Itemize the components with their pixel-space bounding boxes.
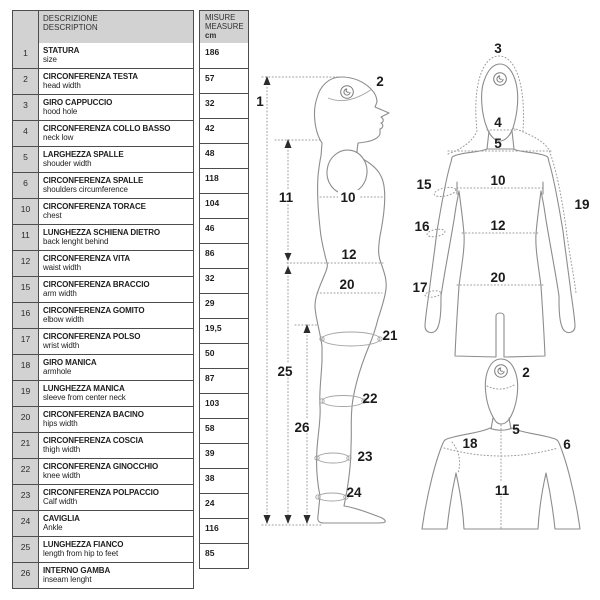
- description-english: size: [43, 55, 57, 64]
- table-row: [13, 198, 193, 224]
- row-description: [39, 303, 193, 328]
- row-number: 17: [13, 329, 39, 354]
- description-italian: CIRCONFERENZA TESTA: [43, 72, 138, 81]
- measure-header-cell: [200, 11, 248, 43]
- table-row: [13, 120, 193, 146]
- figure-label-16: 16: [414, 219, 430, 234]
- row-number: 22: [13, 459, 39, 484]
- figure-label-21: 21: [382, 328, 398, 343]
- measure-value: 50: [200, 343, 248, 368]
- row-description: [39, 121, 193, 146]
- figure-label-24: 24: [346, 485, 362, 500]
- measure-value: 29: [200, 293, 248, 318]
- measure-value: 58: [200, 418, 248, 443]
- description-english: chest: [43, 211, 62, 220]
- figure-label-10: 10: [340, 190, 356, 205]
- description-english: Ankle: [43, 523, 63, 532]
- measure-value: 24: [200, 493, 248, 518]
- figure-label-20: 20: [339, 277, 355, 292]
- figure-label-15: 15: [416, 177, 432, 192]
- description-english: length from hip to feet: [43, 549, 119, 558]
- figure-label-22: 22: [362, 391, 378, 406]
- description-english: sleeve from center neck: [43, 393, 126, 402]
- side-view-figure: [256, 74, 398, 525]
- row-number: 25: [13, 537, 39, 562]
- row-number: 1: [13, 43, 39, 68]
- description-italian: CAVIGLIA: [43, 514, 80, 523]
- measure-value: 19,5: [200, 318, 248, 343]
- description-english: head width: [43, 81, 81, 90]
- row-number: 21: [13, 433, 39, 458]
- description-english: arm width: [43, 289, 77, 298]
- row-description: [39, 95, 193, 120]
- description-italian: CIRCONFERENZA COSCIA: [43, 436, 144, 445]
- measurement-table: [12, 10, 194, 589]
- figure-label-23: 23: [357, 449, 373, 464]
- row-number: 24: [13, 511, 39, 536]
- neck-right-line: [509, 418, 511, 429]
- measure-value: 48: [200, 143, 248, 168]
- description-italian: CIRCONFERENZA TORACE: [43, 202, 146, 211]
- description-english: hood hole: [43, 107, 78, 116]
- figure-label-19: 19: [574, 197, 590, 212]
- figure-label-18: 18: [462, 436, 478, 451]
- description-italian: CIRCONFERENZA GINOCCHIO: [43, 462, 159, 471]
- figure-label-11: 11: [278, 190, 294, 205]
- header-measure: MEASURE: [205, 21, 244, 31]
- description-english: back lenght behind: [43, 237, 109, 246]
- row-number: 26: [13, 563, 39, 588]
- row-number: 11: [13, 225, 39, 250]
- measure-value: 38: [200, 468, 248, 493]
- back-head-outline: [485, 359, 517, 424]
- header-description: DESCRIPTION: [43, 23, 98, 32]
- figure-label-3: 3: [494, 41, 502, 56]
- description-italian: CIRCONFERENZA SPALLE: [43, 176, 144, 185]
- figure-label-5: 5: [494, 136, 502, 151]
- description-italian: STATURA: [43, 46, 80, 55]
- header-description-cell: [39, 11, 193, 43]
- row-description: [39, 433, 193, 458]
- description-italian: CIRCONFERENZA VITA: [43, 254, 131, 263]
- row-description: [39, 485, 193, 510]
- figure-label-2: 2: [376, 74, 384, 89]
- arrow-up-icon: [285, 266, 292, 274]
- table-row: [13, 224, 193, 250]
- row-number: 4: [13, 121, 39, 146]
- description-italian: LARGHEZZA SPALLE: [43, 150, 124, 159]
- row-description: [39, 199, 193, 224]
- figure-label-4: 4: [494, 115, 502, 130]
- row-description: [39, 511, 193, 536]
- neck-left-line: [487, 131, 489, 149]
- table-row: [13, 68, 193, 94]
- table-row: [13, 354, 193, 380]
- description-italian: CIRCONFERENZA POLPACCIO: [43, 488, 159, 497]
- header-unit-cm: cm: [205, 30, 217, 40]
- measure-value: 57: [200, 68, 248, 93]
- table-row: [13, 146, 193, 172]
- row-number: 20: [13, 407, 39, 432]
- neck-right-line: [512, 131, 514, 149]
- measure-value: 87: [200, 368, 248, 393]
- figure-label-12: 12: [490, 218, 506, 233]
- figure-label-17: 17: [412, 280, 428, 295]
- row-description: [39, 381, 193, 406]
- measure-value: 118: [200, 168, 248, 193]
- front-view-figure: [412, 41, 592, 357]
- table-row: [13, 250, 193, 276]
- row-description: [39, 43, 193, 68]
- table-row: [13, 94, 193, 120]
- row-number: 2: [13, 69, 39, 94]
- row-number: 18: [13, 355, 39, 380]
- row-number: 19: [13, 381, 39, 406]
- figure-label-5: 5: [512, 422, 520, 437]
- figure-label-25: 25: [277, 364, 293, 379]
- figure-label-26: 26: [294, 420, 310, 435]
- description-english: hips width: [43, 419, 78, 428]
- description-italian: GIRO MANICA: [43, 358, 97, 367]
- table-row: [13, 380, 193, 406]
- row-number: 10: [13, 199, 39, 224]
- measure-value: 186: [205, 47, 220, 57]
- figure-label-12: 12: [341, 247, 357, 262]
- description-italian: LUNGHEZZA FIANCO: [43, 540, 124, 549]
- row-description: [39, 355, 193, 380]
- table-row: [13, 484, 193, 510]
- row-number: 15: [13, 277, 39, 302]
- description-english: wrist width: [43, 341, 80, 350]
- row-description: [39, 277, 193, 302]
- figure-label-2: 2: [522, 365, 530, 380]
- description-english: waist width: [43, 263, 82, 272]
- measure-value: 42: [200, 118, 248, 143]
- row-number: 3: [13, 95, 39, 120]
- description-english: shouder width: [43, 159, 92, 168]
- row-number: 16: [13, 303, 39, 328]
- neck-left-line: [491, 418, 493, 429]
- row-number: 23: [13, 485, 39, 510]
- arrow-down-icon: [285, 515, 292, 524]
- header-number-cell: [13, 11, 39, 43]
- table-row: [13, 328, 193, 354]
- row-description: [39, 407, 193, 432]
- measure-value: 104: [200, 193, 248, 218]
- row-description: [39, 69, 193, 94]
- table-header-row: [13, 11, 193, 43]
- row-number: 5: [13, 147, 39, 172]
- description-italian: CIRCONFERENZA BRACCIO: [43, 280, 150, 289]
- figure-label-1: 1: [256, 94, 264, 109]
- body-diagrams: [250, 0, 600, 600]
- description-english: thigh width: [43, 445, 81, 454]
- figure-label-11: 11: [494, 483, 510, 498]
- table-row: [13, 43, 193, 68]
- row-description: [39, 251, 193, 276]
- description-italian: GIRO CAPPUCCIO: [43, 98, 113, 107]
- row-description: [39, 225, 193, 250]
- measure-value: 103: [200, 393, 248, 418]
- header-descrizione: DESCRIZIONE: [43, 14, 98, 23]
- description-italian: CIRCONFERENZA POLSO: [43, 332, 141, 341]
- table-row: [13, 406, 193, 432]
- measure-value: 46: [200, 218, 248, 243]
- figure-label-6: 6: [563, 437, 571, 452]
- row-description: [39, 147, 193, 172]
- description-english: inseam lenght: [43, 575, 92, 584]
- measure-value: 85: [200, 543, 248, 568]
- row-number: 6: [13, 173, 39, 198]
- measure-value: 32: [200, 268, 248, 293]
- arrow-down-icon: [264, 515, 271, 524]
- description-italian: CIRCONFERENZA BACINO: [43, 410, 144, 419]
- description-english: Calf width: [43, 497, 78, 506]
- description-english: shoulders circumference: [43, 185, 128, 194]
- table-row: [13, 458, 193, 484]
- row-description: [39, 173, 193, 198]
- measure-value: 39: [200, 443, 248, 468]
- side-body-outline: [315, 77, 389, 523]
- description-italian: CIRCONFERENZA GOMITO: [43, 306, 145, 315]
- row-description: [39, 537, 193, 562]
- description-english: elbow width: [43, 315, 84, 324]
- description-italian: INTERNO GAMBA: [43, 566, 111, 575]
- description-english: armhole: [43, 367, 72, 376]
- description-english: knee width: [43, 471, 81, 480]
- row-description: [39, 459, 193, 484]
- header-misure: MISURE: [205, 13, 236, 22]
- measure-value: 116: [200, 518, 248, 543]
- description-italian: LUNGHEZZA MANICA: [43, 384, 125, 393]
- table-row: [13, 510, 193, 536]
- arrow-down-icon: [285, 253, 292, 261]
- table-row: [13, 302, 193, 328]
- table-row: [13, 276, 193, 302]
- description-english: neck low: [43, 133, 74, 142]
- arrow-down-icon: [304, 515, 311, 524]
- measure-value: 32: [200, 93, 248, 118]
- table-row: [13, 562, 193, 588]
- table-row: [13, 172, 193, 198]
- description-italian: LUNGHEZZA SCHIENA DIETRO: [43, 228, 161, 237]
- row-description: [39, 329, 193, 354]
- table-row: [13, 536, 193, 562]
- measure-column: [199, 10, 249, 569]
- row-number: 12: [13, 251, 39, 276]
- description-italian: CIRCONFERENZA COLLO BASSO: [43, 124, 171, 133]
- figure-label-10: 10: [490, 173, 506, 188]
- measure-value: 86: [200, 243, 248, 268]
- table-row: [13, 432, 193, 458]
- figure-label-20: 20: [490, 270, 506, 285]
- back-view-figure: [422, 359, 580, 529]
- row-description: [39, 563, 193, 588]
